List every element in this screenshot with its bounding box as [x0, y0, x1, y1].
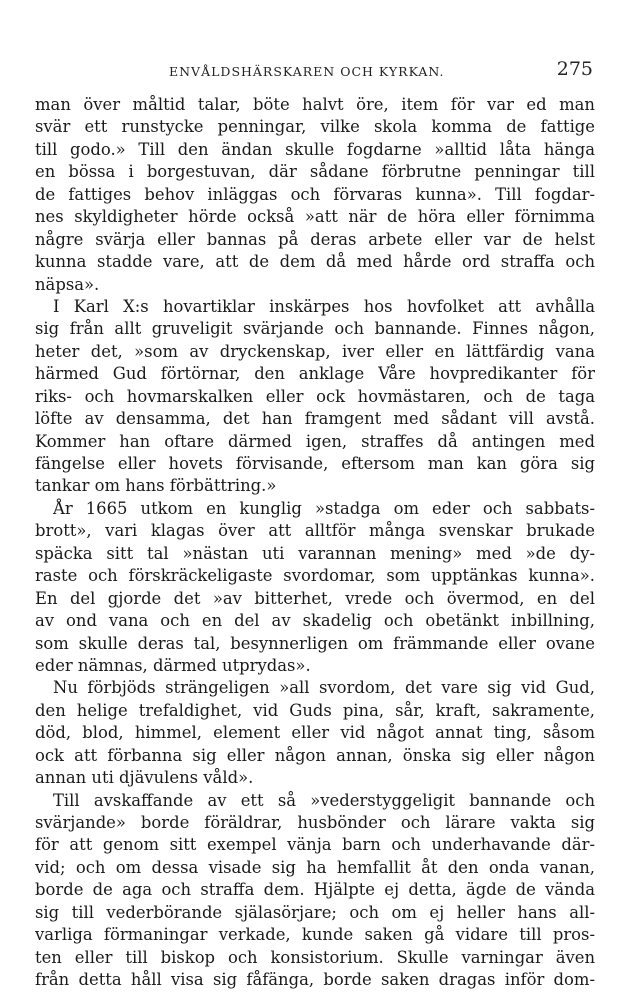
text-line: sig från allt gruveligit svärjande och bannande. Finnes någon, — [35, 319, 595, 339]
text-line: nes skyldigheter hörde också »att när de höra eller förnimma — [35, 207, 595, 227]
text-line: ock att förbanna sig eller någon annan, önska sig eller någon — [35, 745, 595, 765]
text-line: till godo.» Till den ändan skulle fogdarne »alltid låta hänga — [35, 139, 595, 159]
text-line: näpsa». — [35, 274, 100, 294]
text-line: från detta håll visa sig fåfänga, borde saken dragas inför dom- — [35, 970, 595, 990]
text-line: av ond vana och en del av skadelig och obetänkt inbillning, — [35, 611, 595, 631]
text-line: tankar om hans förbättring.» — [35, 476, 277, 496]
body-text — [35, 94, 595, 992]
text-line: Nu förbjöds strängeligen »all svordom, det vare sig vid Gud, — [53, 678, 595, 698]
text-line: fängelse eller hovets förvisande, eftersom man kan göra sig — [35, 454, 595, 473]
text-line: späcka sitt tal »nästan uti varannan mening» med »de dy- — [35, 543, 595, 563]
text-line: heter det, »som av dryckenskap, iver eller en lättfärdig vana — [35, 341, 595, 361]
text-line: En del gjorde det »av bitterhet, vrede och övermod, en del — [35, 588, 595, 608]
running-head — [35, 56, 595, 86]
text-line: varliga förmaningar verkade, kunde saken gå vidare till pros- — [35, 925, 595, 945]
text-line: Kommer han oftare därmed igen, straffes då antingen med — [35, 431, 595, 451]
text-line: riks- och hovmarskalken eller ock hovmästaren, och de taga — [35, 386, 595, 406]
text-line: raste och förskräckeligaste svordomar, som upptänkas kunna». — [35, 566, 595, 586]
text-line: kunna stadde vare, att de dem då med hårde ord straffa och — [35, 252, 595, 272]
text-line: I Karl X:s hovartiklar inskärpes hos hovfolket att avhålla — [53, 296, 595, 316]
text-line: en bössa i borgestuvan, där sådane förbrutne penningar till — [35, 162, 595, 182]
text-line: vid; och om dessa visade sig ha hemfallit åt den onda vanan, — [35, 857, 595, 877]
text-line: annan uti djävulens våld». — [35, 768, 254, 788]
text-line: den helige trefaldighet, vid Guds pina, sår, kraft, sakramente, — [35, 700, 595, 720]
text-line: de fattiges behov inläggas och förvaras kunna». Till fogdar- — [35, 184, 595, 204]
text-line: brott», vari klagas över att alltför många svenskar brukade — [35, 521, 595, 541]
text-line: ten eller till biskop och konsistorium. Skulle varningar även — [35, 947, 595, 967]
text-line: död, blod, himmel, element eller vid något annat ting, såsom — [35, 723, 595, 743]
text-line: svärjande» borde föräldrar, husbönder och lärare vakta sig — [35, 813, 595, 832]
text-line: sig till vederbörande själasörjare; och om ej heller hans all- — [35, 902, 595, 922]
text-line: borde de aga och straffa dem. Hjälpte ej detta, ägde de vända — [35, 880, 595, 900]
text-line: Till avskaffande av ett så »vederstyggeligit bannande och — [53, 790, 595, 810]
text-line: någre svärja eller bannas på deras arbete eller var de helst — [35, 229, 595, 249]
text-line: eder nämnas, därmed utprydas». — [35, 655, 311, 675]
text-line: År 1665 utkom en kunglig »stadga om eder och sabbats- — [53, 498, 595, 518]
text-line: härmed Gud förtörnar, den anklage Våre hovpredikanter för — [35, 364, 595, 384]
text-line: som skulle deras tal, besynnerligen om främmande eller ovane — [35, 633, 595, 653]
running-title: ENVÅLDSHÄRSKAREN OCH KYRKAN. — [169, 64, 445, 79]
page-number: 275 — [556, 58, 593, 80]
text-line: för att genom sitt exempel vänja barn och underhavande där- — [35, 835, 595, 855]
text-line: man över måltid talar, böte halvt öre, item för var ed man — [35, 95, 595, 114]
text-line: svär ett runstycke penningar, vilke skola komma de fattige — [35, 117, 595, 137]
text-line: löfte av densamma, det han framgent med sådant vill avstå. — [35, 409, 595, 429]
book-page — [35, 0, 595, 990]
